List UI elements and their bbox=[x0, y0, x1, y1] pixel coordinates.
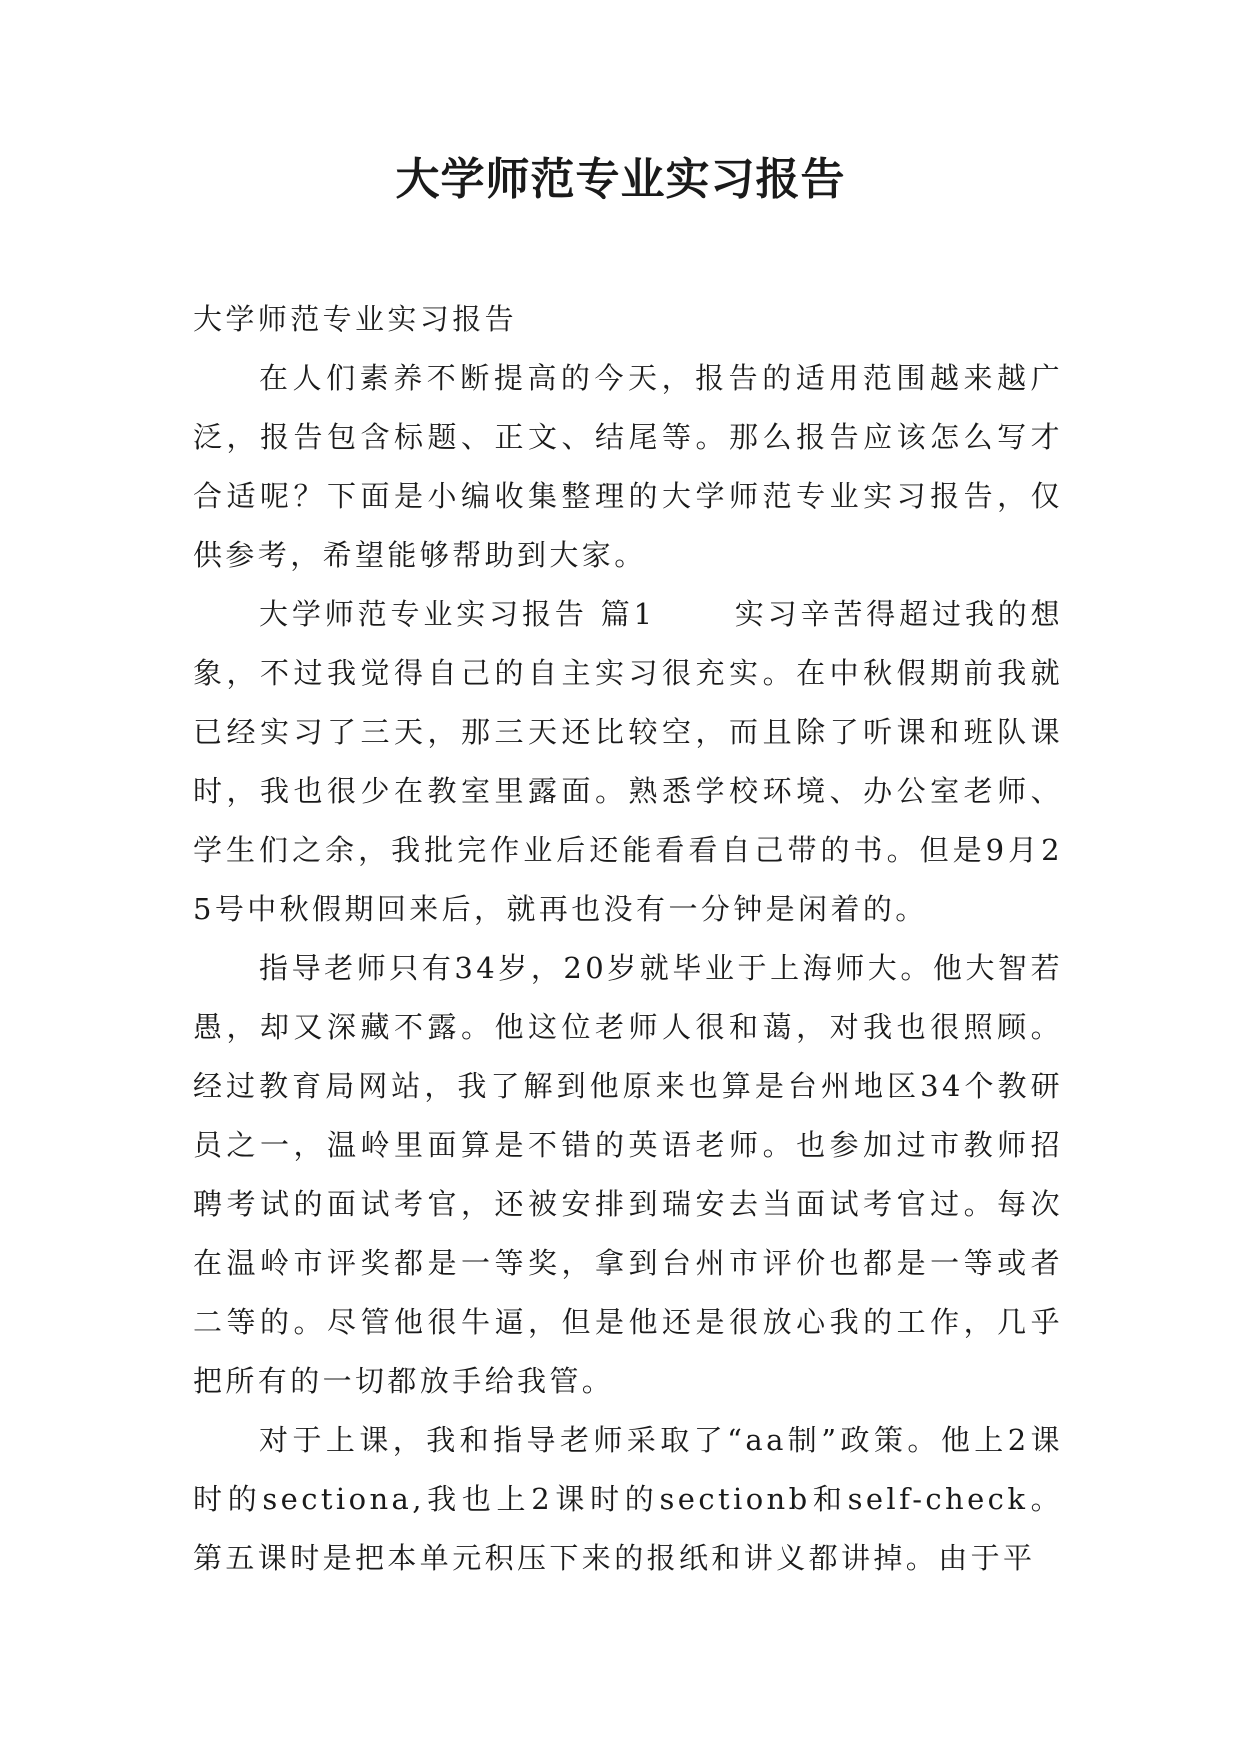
paragraph-intro: 在人们素养不断提高的今天，报告的适用范围越来越广泛，报告包含标题、正文、结尾等。那么报告应该怎么写才合适呢？下面是小编收集整理的大学师范专业实习报告，仅供参考，希望能够帮助到大家。 bbox=[193, 361, 1063, 572]
paragraph-teaching: 对于上课，我和指导老师采取了“aa制”政策。他上2课时的sectiona,我也上2课时的sectionb和self-check。第五课时是把本单元积压下来的报纸和讲义都讲掉。由于平 bbox=[193, 1423, 1063, 1575]
document-subtitle: 大学师范专业实习报告 bbox=[193, 302, 518, 336]
document-title: 大学师范专业实习报告 bbox=[395, 154, 846, 205]
document-body bbox=[193, 290, 1063, 1588]
paragraph-section-1: 大学师范专业实习报告 篇1 实习辛苦得超过我的想象，不过我觉得自己的自主实习很充实。在中秋假期前我就已经实习了三天，那三天还比较空，而且除了听课和班队课时，我也很少在教室里露面。熟悉学校环境、办公室老师、学生们之余，我批完作业后还能看看自己带的书。但是9月25号中秋假期回来后，就再也没有一分钟是闲着的。 bbox=[193, 597, 1063, 926]
paragraph-supervisor: 指导老师只有34岁，20岁就毕业于上海师大。他大智若愚，却又深藏不露。他这位老师人很和蔼，对我也很照顾。经过教育局网站，我了解到他原来也算是台州地区34个教研员之一，温岭里面算是不错的英语老师。也参加过市教师招聘考试的面试考官，还被安排到瑞安去当面试考官过。每次在温岭市评奖都是一等奖，拿到台州市评价也都是一等或者二等的。尽管他很牛逼，但是他还是很放心我的工作，几乎把所有的一切都放手给我管。 bbox=[193, 951, 1063, 1398]
